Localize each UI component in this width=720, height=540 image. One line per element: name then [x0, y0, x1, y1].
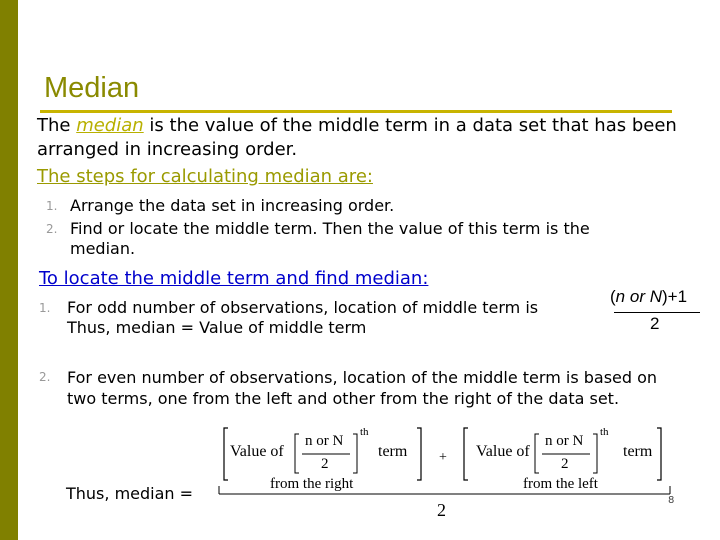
even-text: For even number of observations, location of the middle term is based on two terms, one from the left and other from the right of the data set.: [67, 368, 658, 408]
term-right: term: [623, 443, 653, 460]
formula-denominator-two: 2: [437, 500, 446, 520]
steps-list: [46, 196, 646, 262]
step-text: Find or locate the middle term. Then the value of this term is the median.: [70, 219, 590, 258]
from-the-left: from the left: [523, 476, 598, 492]
two-right: 2: [561, 456, 569, 472]
item-number: 1.: [39, 301, 51, 315]
odd-location-formula: [610, 287, 705, 337]
locate-heading: To locate the middle term and find median:: [39, 268, 429, 289]
list-item: [46, 219, 646, 259]
n-or-N-left: n or N: [305, 433, 344, 449]
th-left: th: [360, 426, 369, 438]
median-term: median: [76, 115, 144, 136]
odd-observations-item: [39, 298, 619, 338]
fraction-bar: [614, 312, 700, 313]
formula-numerator: (n or N)+1: [610, 287, 688, 306]
from-the-right: from the right: [270, 476, 354, 492]
list-item: [46, 196, 646, 216]
step-text: Arrange the data set in increasing order.: [70, 196, 395, 215]
formula-denominator: 2: [650, 314, 660, 333]
page-number: 8: [668, 495, 675, 506]
odd-line1: For odd number of observations, location of middle term is: [67, 298, 539, 317]
two-left: 2: [321, 456, 329, 472]
value-of-right: Value of: [476, 443, 530, 460]
th-right: th: [600, 426, 609, 438]
thus-median-label: Thus, median =: [66, 484, 194, 503]
even-median-formula: [210, 418, 680, 528]
term-left: term: [378, 443, 408, 460]
value-of-left: Value of: [230, 443, 284, 460]
step-number: 1.: [46, 199, 58, 213]
odd-line2: Thus, median = Value of middle term: [67, 318, 367, 337]
intro-paragraph: [37, 114, 687, 162]
slide-title: Median: [44, 72, 140, 104]
n-or-N-right: n or N: [545, 433, 584, 449]
left-accent-bar: [0, 0, 18, 540]
intro-pre: The: [37, 115, 77, 136]
steps-heading: The steps for calculating median are:: [37, 166, 373, 187]
item-number: 2.: [39, 370, 51, 384]
step-number: 2.: [46, 222, 58, 236]
intro-post: is the value of the middle term in a data set that has been arranged in increasing order.: [37, 115, 677, 160]
title-underline-rule: [40, 110, 672, 113]
even-observations-item: [39, 367, 679, 409]
odd-text: [67, 298, 538, 338]
plus-sign: +: [439, 450, 447, 465]
